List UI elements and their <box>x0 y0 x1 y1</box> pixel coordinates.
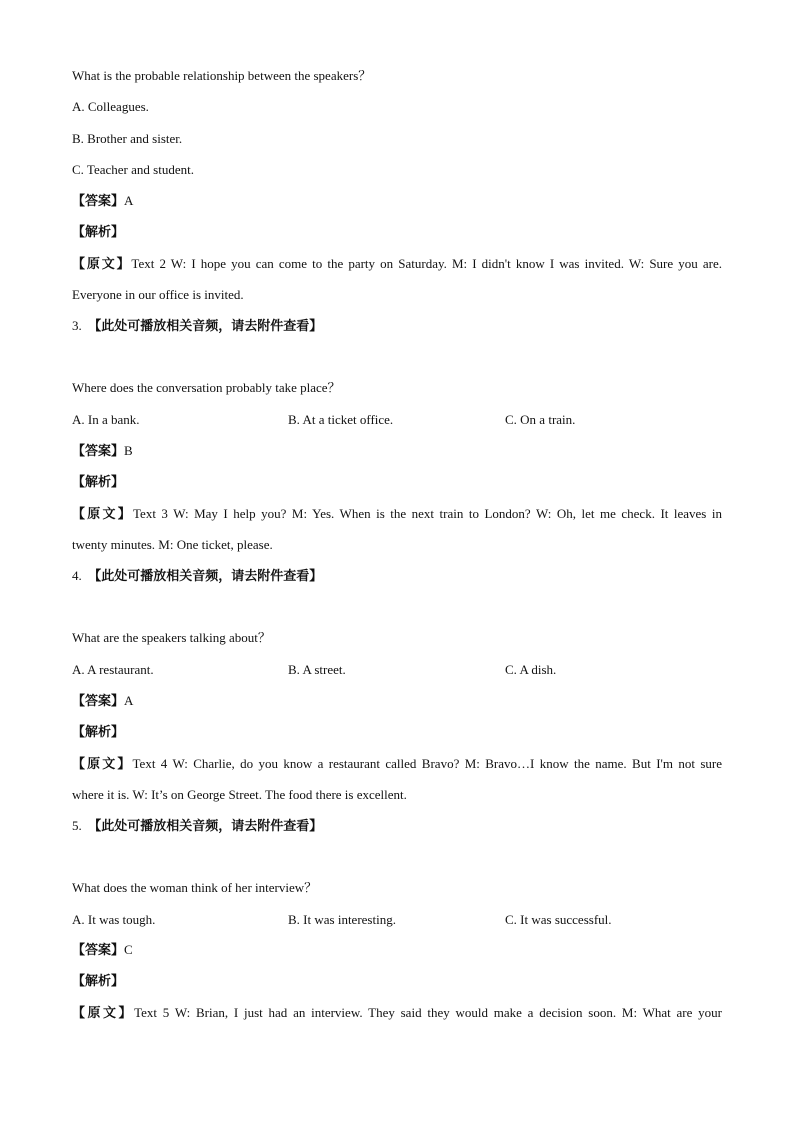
option-b: B. Brother and sister. <box>72 131 183 146</box>
option-c: C. On a train. <box>505 412 576 427</box>
answer-line <box>72 942 133 959</box>
analysis-line <box>72 224 124 241</box>
answer-tag: 【答案】 <box>72 943 125 958</box>
option-b: B. It was interesting. <box>288 912 396 927</box>
option-b: B. At a ticket office. <box>288 412 394 427</box>
source-tag: 【原文】 <box>72 1006 135 1021</box>
audio-note: 【此处可播放相关音频，请去附件查看】 <box>88 819 323 834</box>
question-number: 3. <box>72 318 82 333</box>
answer-value: A <box>124 693 134 708</box>
source-line-1 <box>72 506 722 523</box>
question-text: What is the probable relationship between the speakers？ <box>72 68 372 83</box>
analysis-line <box>72 973 124 990</box>
option-b: B. A street. <box>288 662 346 677</box>
question-number-line <box>72 318 322 335</box>
option-a: A. A restaurant. <box>72 662 154 677</box>
source-line-2: Everyone in our office is invited. <box>72 287 244 302</box>
source-text: Text 3 W: May I help you? M: Yes. When is the next train to London? W: Oh, let me check. It leaves in <box>133 506 722 521</box>
question-number-line <box>72 818 322 835</box>
question-number-line <box>72 568 322 585</box>
question-text: What does the woman think of her interview？ <box>72 880 318 895</box>
option-a: A. Colleagues. <box>72 99 149 114</box>
analysis-tag: 【解析】 <box>72 475 125 490</box>
answer-tag: 【答案】 <box>72 694 125 709</box>
analysis-tag: 【解析】 <box>72 974 125 989</box>
answer-tag: 【答案】 <box>72 444 125 459</box>
answer-value: A <box>124 193 134 208</box>
answer-line <box>72 193 133 210</box>
option-c: C. It was successful. <box>505 912 612 927</box>
analysis-line <box>72 474 124 491</box>
source-line-1 <box>72 1005 722 1022</box>
option-c: C. Teacher and student. <box>72 162 194 177</box>
answer-value: C <box>124 942 133 957</box>
question-text: Where does the conversation probably take place？ <box>72 380 341 395</box>
source-line-1 <box>72 256 722 273</box>
source-text: Text 5 W: Brian, I just had an interview. They said they would make a decision soon. M: What are your <box>134 1005 722 1020</box>
analysis-tag: 【解析】 <box>72 725 125 740</box>
question-number: 4. <box>72 568 82 583</box>
source-line-1 <box>72 756 722 773</box>
source-tag: 【原文】 <box>72 257 132 272</box>
source-tag: 【原文】 <box>72 757 133 772</box>
question-text: What are the speakers talking about？ <box>72 630 271 645</box>
answer-line <box>72 693 133 710</box>
audio-note: 【此处可播放相关音频，请去附件查看】 <box>88 569 323 584</box>
audio-note: 【此处可播放相关音频，请去附件查看】 <box>88 319 323 334</box>
question-number: 5. <box>72 818 82 833</box>
source-line-2: where it is. W: It’s on George Street. The food there is excellent. <box>72 787 407 802</box>
answer-tag: 【答案】 <box>72 194 125 209</box>
option-a: A. In a bank. <box>72 412 140 427</box>
source-tag: 【原文】 <box>72 507 134 522</box>
analysis-line <box>72 724 124 741</box>
answer-line <box>72 443 133 460</box>
source-line-2: twenty minutes. M: One ticket, please. <box>72 537 273 552</box>
source-text: Text 2 W: I hope you can come to the party on Saturday. M: I didn't know I was invited. W: Sure you are. <box>131 256 722 271</box>
source-text: Text 4 W: Charlie, do you know a restaurant called Bravo? M: Bravo…I know the name. But I'm not sure <box>132 756 722 771</box>
option-a: A. It was tough. <box>72 912 156 927</box>
answer-value: B <box>124 443 133 458</box>
analysis-tag: 【解析】 <box>72 225 125 240</box>
option-c: C. A dish. <box>505 662 557 677</box>
